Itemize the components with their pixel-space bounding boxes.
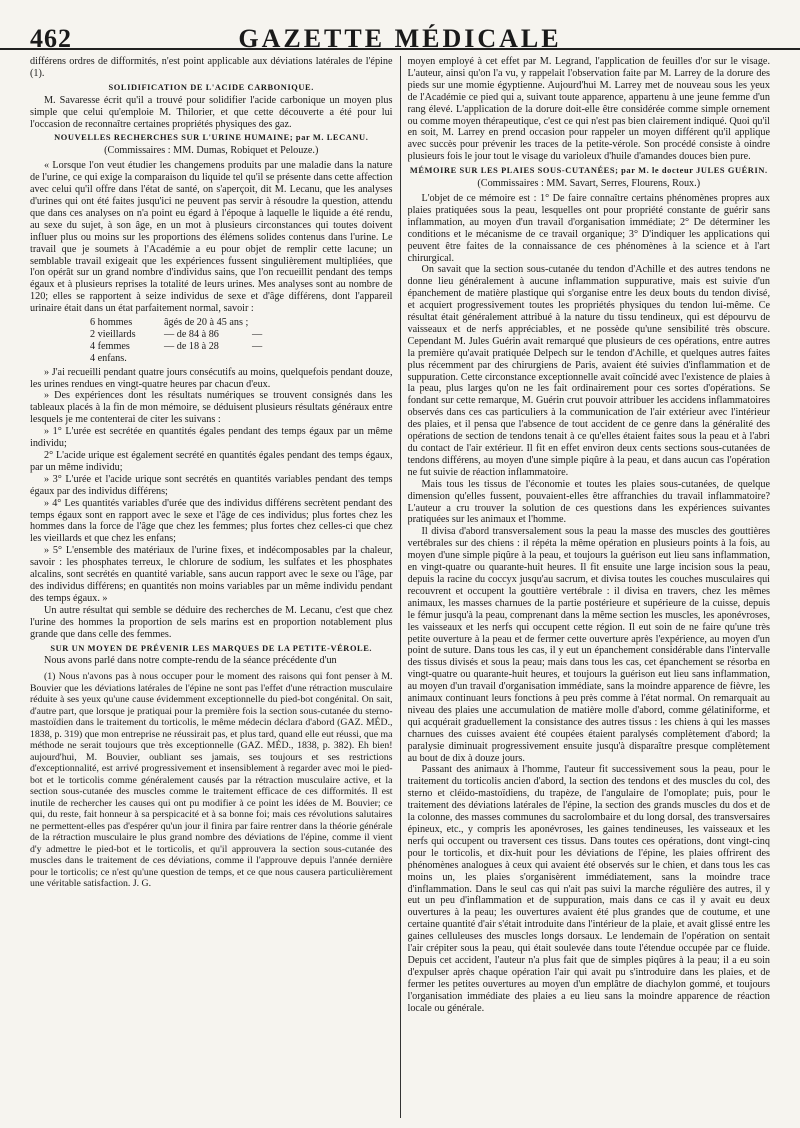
- paragraph: On savait que la section sous-cutanée du tendon d'Achille et des autres tendons ne donne lieu généralement à aucune inflammation suppurative, mais est suivie d'un épanchement de matière plastique qui s'organise entre les deux bouts du tendon divisé, et acquiert progressivement toutes les propriétés physiques du tendon lui-même. Ce résultat était généralement attribué à la nature du tissu tendineux, qui est dépourvu de vaisseaux et de nerfs appréciables, et ne possède qu'une sensibilité très obscure. Cependant M. Jules Guérin avait remarqué que plusieurs de ces opérations, entre autres la première qu'avait pratiquée Delpech sur le tendon d'Achille, et quelques autres faites plus récemment par des chirurgiens de Paris, avaient été suivies d'inflammation et de suppuration. Cette circonstance exceptionnelle avait coïncidé avec l'existence de plaies à la peau, plus larges qu'on ne les fait ordinairement pour ces sortes d'opérations. Se fondant sur cette remarque, M. Guérin crut pouvoir attribuer les accidens inflammatoires observés dans ces cas particuliers à la communication de l'air extérieur avec l'intérieur des plaies, et il pensa que l'absence de tout accident de ce genre dans la généralité des opérations de section de tendons tenait à ce qu'elles étaient faites sous la peau et à l'abri du contact de l'air extérieur. Il fit en effet environ deux cents sections sous-cutanées de tendons différens, au moyen d'une simple piqûre à la peau, et dans aucun cas l'opération ne fut suivie de réaction inflammatoire.: [407, 264, 770, 478]
- table-row: 4 enfans.: [90, 352, 127, 364]
- paragraph: 2° L'acide urique est également secrété en quantités égales pendant des temps égaux, par un même individu;: [30, 450, 393, 473]
- paragraph: » 4° Les quantités variables d'urée que des individus différens secrètent pendant des temps égaux sont en rapport avec le sexe et l'âge de ces individus; plus fortes chez les hommes dans la force de l'âge que chez les femmes; plus fortes chez celles-ci que chez les vieillards et que chez les enfans;: [30, 497, 393, 545]
- paragraph: L'objet de ce mémoire est : 1° De faire connaître certains phénomènes propres aux plaies pratiquées sous la peau, lesquelles ont pour propriété constante de guérir sans inflammation, au moyen d'un travail d'organisation immédiate; 2° De déterminer les conditions et le mécanisme de ce travail organique; 3° D'indiquer les applications qui peuvent être faites de la connaissance de ces phénomènes à la science et à l'art chirurgical.: [407, 192, 770, 264]
- subjects-table: [90, 317, 393, 365]
- paragraph: Nous avons parlé dans notre compte-rendu de la séance précédente d'un: [44, 655, 337, 667]
- paragraph: » J'ai recueilli pendant quatre jours consécutifs au moins, quelquefois pendant douze, les urines rendues en vingt-quatre heures par chacun d'eux.: [30, 366, 393, 390]
- section-title-smallpox: SUR UN MOYEN DE PRÉVENIR LES MARQUES DE LA PETITE-VÉROLE.: [50, 643, 373, 653]
- section-title-subcutaneous-wounds: MÉMOIRE SUR LES PLAIES SOUS-CUTANÉES; par M. le docteur JULES GUÉRIN.: [409, 166, 768, 176]
- paragraph: » 5° L'ensemble des matériaux de l'urine fixes, et indécomposables par la chaleur, savoir : les phosphates terreux, le chlorure de sodium, les sulfates et les phosphates alcalins, sont secrétés en quantité variable, sans aucun rapport avec le sexe ou l'âge, par des individus différens; en quantités non moins variables par un même individu pendant des temps égaux. »: [30, 545, 393, 604]
- header-rule: [0, 48, 800, 50]
- paragraph: » Des expériences dont les résultats numériques se trouvent consignés dans les tableaux placés à la fin de mon mémoire, se déduisent plusieurs résultats généraux entre lesquels je me contenterai de citer les suivans :: [30, 390, 393, 426]
- section-title-carbonic-acid: SOLIDIFICATION DE L'ACIDE CARBONIQUE.: [108, 82, 314, 92]
- paragraph: différens ordres de difformités, n'est point applicable aux déviations latérales de l'épine (1).: [30, 56, 393, 79]
- footnote: (1) Nous n'avons pas à nous occuper pour le moment des raisons qui font penser à M. Bouvier que les déviations latérales de l'épine ne sont pas l'effet d'une rétraction musculaire réduite à ses yeux qu'une cause évidemment exceptionnelle du pied-bot congénital. On sait, d'autre part, que lorsque je pratiquai pour la première fois la section sous-cutanée du sterno-mastoïdien dans le traitement du torticolis, le même médecin déclara d'abord (GAZ. MÉD., 1838, p. 319) que mon entreprise ne réussirait pas, et plus tard, quand elle eut réussi, que ma méthode ne serait toujours que très exceptionnelle (GAZ. MÉD., 1838, p. 382). Eh bien! aujourd'hui, M. Bouvier, oubliant ses jamais, ses toujours et ses restrictions d'exceptionnalité, est arrivé progressivement et insensiblement à regarder avec moi le pied-bot et le torticolis comme généralement causés par la rétraction musculaire active, et la section sous-cutanée des muscles comme le traitement efficace de ces difformités. Il est inutile de rechercher les causes qui ont pu modifier à ce point les idées de M. Bouvier; ce qui, du reste, fait honneur à sa perspicacité et à sa bonne foi; mais ces révolutions salutaires ne permettent-elles pas d'espérer qu'un jour il finira par faire rentrer dans la théorie générale de la rétraction musculaire le plus grand nombre des déviations de l'épine, comme il vient d'y admettre le pied-bot et le torticolis, et qu'il approuvera la section sous-cutanée des muscles dans le traitement de ces déviations, comme il l'approuve depuis l'année dernière pour le torticolis; ce n'est qu'une question de temps, et ce que nous causera particulièrement une véritable satisfaction. J. G.: [30, 671, 393, 890]
- paragraph: » 1° L'urée est secrétée en quantités égales pendant des temps égaux par un même individu;: [30, 426, 393, 450]
- paragraph: moyen employé à cet effet par M. Legrand, l'application de feuilles d'or sur le visage. L'auteur, ainsi qu'on l'a vu, y rappelait l'observation faite par M. Larrey de la dorure des pieds sur une momie égyptienne. Aujourd'hui M. Larrey met de nouveau sous les yeux de l'Académie ce pied qui a, suivant toute apparence, appartenu à une jeune femme d'un rang élevé. L'application de la dorure doit-elle être considérée comme simple ornement ou comme moyen thérapeutique, c'est ce qui n'est pas bien clairement indiqué. Quoi qu'il en soit, M. Larrey en prend occasion pour rappeler un moyen différent qu'il applique avec succès pour prévenir les traces de la petite-vérole. Son procédé consiste à oindre plusieurs fois le jour tout le visage du varioleux d'huile d'amandes douces bien pure.: [407, 56, 770, 163]
- left-column: [30, 56, 393, 1118]
- column-divider: [400, 56, 401, 1118]
- paragraph: Passant des animaux à l'homme, l'auteur fit successivement sous la peau, pour le traitement du torticolis ancien d'abord, la section des tendons et des muscles du col, des sterno et cléido-mastoïdiens, du trapèze, de l'angulaire de l'omoplate; puis, pour le traitement des déviations latérales de l'épine, la section des grands muscles du dos et de la colonne, des masses communes du sacrolombaire et du long dorsal, des transversaires épineux, etc., y compris les aponévroses, les gaines tendineuses, les vaisseaux et les nerfs qui occupent ou traversent ces tissus. Dans toutes ces opérations, dont vingt-cinq pour le torticolis, et dix-huit pour les déviations de l'épine, les plaies offrirent des phénomènes analogues à ceux qui avaient été observés sur le chien, et dans tous les cas moins un, les plaies s'organisèrent immédiatement, sans la moindre trace d'inflammation. Dans le seul cas qui n'ait pas suivi la marche régulière des autres, il y eut un peu d'inflammation et de suppuration, mais dans ce cas il y avait eu deux ouvertures à la peau; les ouvertures avaient été plus grandes que de coutume, et une certaine quantité d'air s'était introduite dans l'intérieur de la plaie, et avait glissé entre les gaines celluleuses des muscles longs dorsaux. Le lendemain de l'opération on sentait l'air crépiter sous la peau, qui était soulevée dans toute l'étendue occupée par ce fluide. Depuis cet accident, l'auteur n'a plus fait que de simples piqûres à la peau; il a eu soin d'expulser après chaque opération l'air qui avait pu s'introduire dans les plaies, et de fermer les petites ouvertures au moyen d'un emplâtre de diachylon gommé, et toujours l'organisation immédiate des plaies a eu lieu sans la moindre apparence de réaction locale ou générale.: [407, 764, 770, 1014]
- paragraph: « Lorsque l'on veut étudier les changemens produits par une maladie dans la nature de l'urine, ce qui exige la comparaison du liquide tel qu'il se présente dans cette affection avec celui qu'il offre dans l'état de santé, on s'aperçoit, dit M. Lecanu, que les analyses d'urines qui ont été faites jusqu'ici ne peuvent pas servir à résoudre la question, attendu que dans ces analyses on n'a point eu égard à l'époque à laquelle le liquide a été rendu, au sexe du sujet, à son âge, en un mot à plusieurs circonstances qui toutes doivent influer plus ou moins sur les proportions des élémens solides contenus dans l'urine. Le travail que je soumets à l'Académie a eu pour objet de remplir cette lacune; un semblable travail exigeait que les expériences fussent singulièrement multipliées, que l'on opérât sur un grand nombre d'individus sains, que l'on recueillit pendant des temps égaux et à plusieurs reprises la totalité de leurs urines. Mes analyses sont au nombre de 120; elles se rapportent à seize individus de sexe et d'âge différens, dont l'appareil urinaire était dans un état parfaitement normal, savoir :: [30, 160, 393, 315]
- paragraph: Un autre résultat qui semble se déduire des recherches de M. Lecanu, c'est que chez l'urine des hommes la proportion de sels marins est en proportion notablement plus grande que dans celle des femmes.: [30, 604, 393, 640]
- table-row: 2 vieillards — de 84 à 86 —: [90, 328, 263, 340]
- table-row: 6 hommes âgés de 20 à 45 ans ;: [90, 317, 249, 329]
- right-column: [408, 56, 771, 1118]
- paragraph: M. Savaresse écrit qu'il a trouvé pour solidifier l'acide carbonique un moyen plus simple que celui qu'emploie M. Thilorier, et que cette découverte a été pour lui l'occasion de reconnaître certaines propriétés physiques des gaz.: [30, 94, 393, 130]
- commission-line: (Commissaires : MM. Savart, Serres, Flourens, Roux.): [477, 178, 701, 190]
- section-title-urine: NOUVELLES RECHERCHES SUR L'URINE HUMAINE; par M. LECANU.: [54, 133, 369, 143]
- paragraph: Il divisa d'abord transversalement sous la peau la masse des muscles des gouttières vertébrales sur des chiens : il répéta la même opération en plusieurs points à la fois, au moyen d'une simple piqûre à la peau, et toujours la guérison eut lieu sans inflammation, en vingt-quatre ou quarante-huit heures. Il fit ensuite une large incision sous la peau, depuis la racine du coccyx jusqu'au sacrum, et divisa toutes les couches musculaires qui recouvrent et occupent la gouttière vertébrale : il divisa en travers, chez les mêmes animaux, les masses charnues de la partie postérieure et supérieure de la cuisse, depuis le fémur jusqu'à la peau, comprenant dans la même section les muscles, les aponévroses, les vaisseaux et les nerfs qui occupent cette région. Il eut soin de ne faire qu'une très petite ouverture à la peau et de fermer cette ouverture après l'expérience, au moyen d'un point de suture. Dans tous les cas, il y eut un épanchement considérable dans l'intervalle des tissus divisés et sous la peau; mais dans tous les cas, cet épanchement se résorba en vingt-quatre ou quarante-huit heures, et toujours la guérison eut lieu sans inflammation, au moyen d'un travail d'organisation immédiate, sans la moindre apparence de fièvre, les animaux continuant leurs fonctions à peu près comme à l'état normal. On remarquait au niveau des plaies une accumulation de matière molle d'abord, comme gélatiniforme, et qui acquérait graduellement la consistance des autres tissus : les chiens à qui les masses charnues des cuisses avaient été coupées étaient paralysés complètement d'abord; la paralysie diminuait progressivement ensuite jusqu'à disparaître presque complètement au bout de dix à douze jours.: [407, 526, 770, 764]
- journal-title: GAZETTE MÉDICALE: [238, 24, 562, 53]
- paragraph: Mais tous les tissus de l'économie et toutes les plaies sous-cutanées, de quelque dimension qu'elles fussent, pouvaient-elles être affranchies du travail inflammatoire? L'auteur a cru trouver la solution de ces questions dans les expériences suivantes pratiquées sur les animaux et l'homme.: [407, 478, 770, 526]
- page-number: 462: [30, 24, 72, 53]
- article-columns: [30, 56, 770, 1118]
- table-row: 4 femmes — de 18 à 28 —: [90, 340, 263, 352]
- commission-line: (Commissaires : MM. Dumas, Robiquet et Pelouze.): [104, 145, 319, 157]
- paragraph: » 3° L'urée et l'acide urique sont secrétés en quantités variables pendant des temps égaux par des individus différens;: [30, 473, 393, 497]
